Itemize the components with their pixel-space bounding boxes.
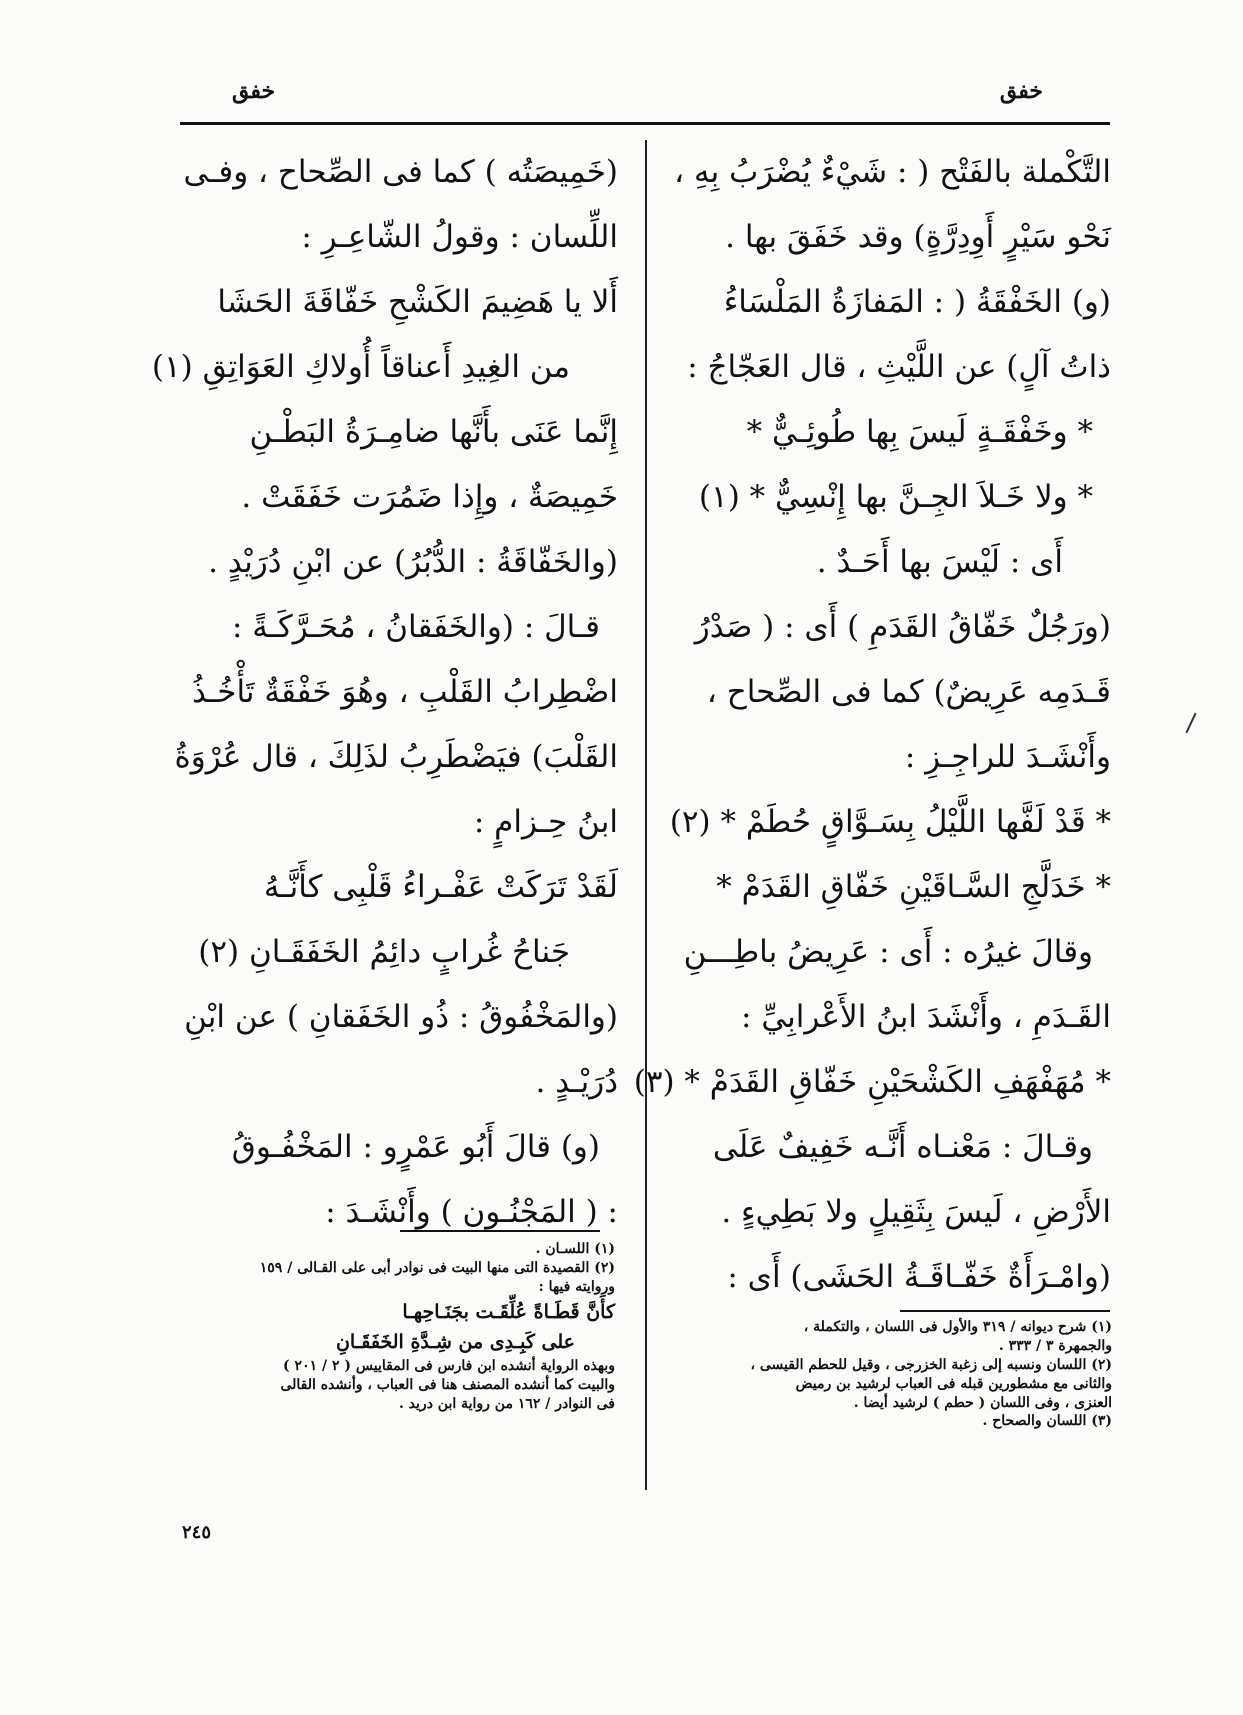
right-column xyxy=(633,140,1111,1310)
text-line: قَـدَمِه عَرِيضٌ) كما فى الصِّحاح ، xyxy=(706,674,1111,710)
verse-line: لَقَدْ تَرَكَتْ عَفْـراءُ قَلْبِى كأَنَّـهُ xyxy=(263,869,618,905)
text-line: (والخَفّاقَةُ : الدُّبُرُ) عن ابْنِ دُرَيْدٍ . xyxy=(208,544,618,580)
footnote-line: (١) شرح ديوانه / ٣١٩ والأول فى اللسان ، والتكملة ، xyxy=(803,1319,1112,1335)
footnote-verse: على كَبِـدِى من شِـدَّةِ الخَفَقَـانِ xyxy=(335,1331,575,1354)
footnote-verse: كأَنَّ قَطَـاةً عُلِّقَـت بجَنَـاحِهـا xyxy=(402,1300,615,1323)
text-line: (ورَجُلٌ خَفّاقُ القَدَمِ ) أَى : ( صَدْرُ xyxy=(694,609,1111,645)
running-head-right: خفق xyxy=(999,78,1043,104)
text-line: : ( المَجْنُـون ) وأَنْشَـدَ : xyxy=(325,1194,618,1230)
footnote-rule-right xyxy=(900,1310,1110,1312)
column-divider xyxy=(645,140,647,1490)
text-line: إِنَّما عَنَى بأَنَّها ضامِـرَةُ البَطْـنِ xyxy=(249,414,618,450)
footnote-line: (٢) اللسان ونسبه إلى زغبة الخزرجى ، وقيل للحطم القيسى ، xyxy=(750,1356,1112,1373)
footnote-line: (٢) القصيدة التى منها البيت فى نوادر أبى على القـالى / ١٥٩ xyxy=(259,1259,615,1276)
text-line: (وامْـرَأَةٌ خَفّـاقَـةُ الحَشَى) أَى : xyxy=(727,1259,1111,1295)
footnote-line: (١) اللسـان . xyxy=(535,1241,615,1257)
footnote-line: (٣) اللسان والصحاح . xyxy=(982,1413,1112,1430)
footnotes-left xyxy=(175,1240,615,1414)
verse-line: * قَدْ لَفَّها اللَّيْلُ بِسَـوَّاقٍ حُطَمْ * (٢) xyxy=(669,804,1111,840)
footnotes-right xyxy=(672,1318,1112,1431)
text-line: القَـدَمِ ، وأَنْشَدَ ابنُ الأَعْرابِيِّ : xyxy=(741,999,1111,1035)
text-line: ابنُ حِـزامٍ : xyxy=(473,804,618,840)
verse-line: من الغِيدِ أَعناقاً أُولاكِ العَوَاتِقِ (١) xyxy=(151,349,570,385)
text-line: الأَرْضِ ، لَيسَ بِثَقِيلٍ ولا بَطِيءٍ . xyxy=(721,1194,1111,1230)
text-line: قـالَ : (والخَفَقانُ ، مُحَـرَّكَـةً : xyxy=(231,609,600,645)
text-line: ذاتُ آلٍ) عن اللَّيْثِ ، قال العَجّاجُ : xyxy=(687,349,1111,385)
text-line: خَمِيصَةٌ ، وإِذا ضَمُرَت خَفَقَتْ . xyxy=(241,479,618,515)
left-column xyxy=(151,140,618,1245)
text-line: (والمَخْفُوقُ : ذُو الخَفَقانِ ) عن ابْنِ xyxy=(184,999,618,1035)
verse-line: * وخَفْقَـةٍ لَيسَ بِها طُوئِـيٌّ * xyxy=(746,414,1093,450)
footnote-line: والثانى مع مشطورين قبله فى العباب لرشيد بن رميض xyxy=(795,1375,1112,1392)
footnote-line: فى النوادر / ١٦٢ من رواية ابن دريد . xyxy=(398,1396,615,1413)
verse-line: * خَدَلَّجِ السَّـاقَيْنِ خَفّاقِ القَدَمْ * xyxy=(716,869,1111,905)
footnote-line: والبيت كما أنشده المصنف هنا فى العباب ، وأنشده القالى xyxy=(280,1377,615,1394)
text-line: دُرَيْـدٍ . xyxy=(535,1064,618,1100)
text-line: (و) قالَ أَبُو عَمْرٍو : المَخْفُـوقُ xyxy=(231,1129,600,1165)
text-line: القَلْبَ) فيَضْطَرِبُ لذَلِكَ ، قال عُرْوَةُ xyxy=(174,739,618,775)
verse-line: أَلا يا هَضِيمَ الكَشْحِ خَفّاقَةَ الحَشَا xyxy=(217,284,618,320)
text-line: أَى : لَيْسَ بها أَحَـدٌ . xyxy=(816,544,1063,580)
text-line: وأَنْشَـدَ للراجِـزِ : xyxy=(904,739,1111,775)
running-head-left: خفق xyxy=(232,78,276,104)
verse-line: * مُهَفْهَفِ الكَشْحَيْنِ خَفّاقِ القَدَمْ * (٣) xyxy=(633,1064,1111,1100)
footnote-line: وبهذه الرواية أنشده ابن فارس فى المقاييس ( ٢ / ٢٠١ ) xyxy=(283,1358,615,1375)
header-rule xyxy=(180,122,1110,125)
text-line: اضْطِرابُ القَلْبِ ، وهُوَ خَفْقَةٌ تَأْخُـذُ xyxy=(191,674,618,710)
footnote-rule-left xyxy=(400,1230,600,1232)
text-line: نَحْو سَيْرٍ أَوِدِرَّةٍ) وقد خَفَقَ بها . xyxy=(725,219,1111,255)
text-line: التَّكْملة بالفَتْح ( : شَيْءٌ يُضْرَبُ بِهِ ، xyxy=(674,154,1111,190)
text-line: (خَمِيصَتُه ) كما فى الصِّحاح ، وفـى xyxy=(183,154,618,190)
page-number: ٢٤٥ xyxy=(182,1522,212,1543)
text-line: وقالَ غيرُه : أَى : عَرِيضُ باطِـــنِ xyxy=(683,934,1093,970)
text-line: (و) الخَفْقَةُ ( : المَفازَةُ المَلْسَاءُ xyxy=(723,284,1111,320)
text-line: وقـالَ : مَعْنـاه أَنَّـه خَفِيفٌ عَلَى xyxy=(712,1129,1093,1165)
text-line: اللِّسان : وقولُ الشّاعِـرِ : xyxy=(301,219,618,255)
footnote-line: وروايته فيها : xyxy=(538,1278,615,1295)
verse-line: * ولا خَـلاَ الجِـنَّ بها إِنْسِيٌّ * (١) xyxy=(698,479,1093,515)
verse-line: جَناحُ غُرابٍ دائِمُ الخَفَقَـانِ (٢) xyxy=(198,934,570,970)
footnote-line: العنزى ، وفى اللسان ( حطم ) لرشيد أيضا . xyxy=(853,1394,1112,1411)
footnote-line: والجمهرة ٣ / ٣٣٣ . xyxy=(998,1337,1112,1354)
margin-mark xyxy=(1185,713,1196,734)
